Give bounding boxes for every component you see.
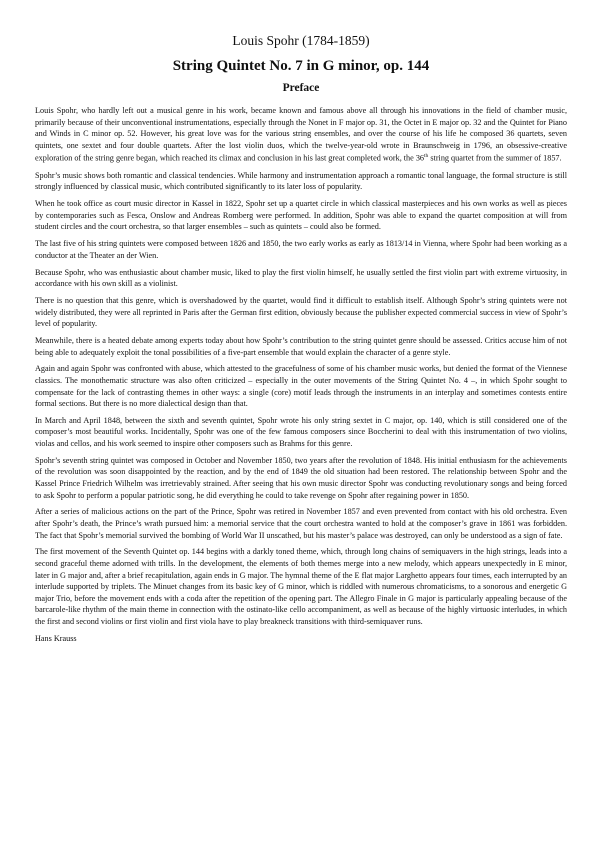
paragraph-6: There is no question that this genre, which is overshadowed by the quartet, would find it difficult to establish itself. Although Spohr’s string quintets were not widely distributed, they were all reprinted in Paris after the German first edition, obviously because the publisher expected commercial success in view of Spohr’s level of popularity. <box>35 295 567 329</box>
paragraph-10: Spohr’s seventh string quintet was composed in October and November 1850, two years after the revolution of 1848. His initial enthusiasm for the achievements of the revolution was soon disappointed by the reaction, and by the end of 1849 the old situation had been restored. The relationship between Spohr and the Kassel Prince Friedrich Wilhelm was irretrievably strained. After seeing that his own music director Spohr was conducting revolutionary songs and being forced to ask Spohr to perform a popular patriotic song, he did everything he could to take revenge on Spohr after regaining power in 1850. <box>35 455 567 500</box>
paragraph-1 <box>35 105 567 165</box>
paragraph-1-text-b: string quartet from the summer of 1857. <box>428 154 562 164</box>
paragraph-3: When he took office as court music director in Kassel in 1822, Spohr set up a quartet circle in which classical masterpieces and his own works as well as pieces by contemporaries such as Fesca, Onslow and Andreas Romberg were performed. In addition, Spohr was able to expand the quartet composition at will from student circles and the court orchestra, so that larger ensembles – such as quintets – could also be formed. <box>35 199 567 232</box>
paragraph-2: Spohr’s music shows both romantic and classical tendencies. While harmony and instrumentation approach a romantic tonal language, the formal structure is still strongly influenced by classical music, which contributed significantly to its later loss of popularity. <box>35 170 567 192</box>
preface-body <box>35 105 567 628</box>
composer-heading: Louis Spohr (1784-1859) <box>232 33 370 48</box>
paragraph-5: Because Spohr, who was enthusiastic about chamber music, liked to play the first violin himself, he usually settled the first violin part with extreme virtuosity, in accordance with his own skill as a violinist. <box>35 267 567 289</box>
section-heading: Preface <box>282 82 320 94</box>
paragraph-8: Again and again Spohr was confronted with abuse, which attested to the gracefulness of some of his chamber music works, but denied the format of the Viennese classics. The monothematic structure was also often criticized – especially in the outer movements of the String Quintet No. 4 –, in which Spohr sought to compensate for the lack of contrasting themes in other ways: a single (core) motif leads through the instruments in an interplay and sometimes contests entire formal sections. But there is no more dialectical design than that. <box>35 364 567 409</box>
paragraph-4: The last five of his string quintets were composed between 1826 and 1850, the two early works as early as 1813/14 in Vienna, where Spohr had been working as a conductor at the Theater an der Wien. <box>35 239 567 260</box>
paragraph-11: After a series of malicious actions on the part of the Prince, Spohr was retired in November 1857 and even prevented from contact with his old orchestra. Even after Spohr’s death, the Prince’s wrath pursued him: a memorial service that the court orchestra wanted to hold at the composer’s grave in 1861 was forbidden. The fact that Spohr’s memorial survived the bombing of World War II unscathed, but his master’s palace was destroyed, can only be understood as a sign of fate. <box>35 507 567 540</box>
work-title: String Quintet No. 7 in G minor, op. 144 <box>172 58 430 74</box>
paragraph-12: The first movement of the Seventh Quintet op. 144 begins with a darkly toned theme, which, through long chains of semiquavers in the high strings, leads into a second graceful theme adorned with trills. In the development, the elements of both themes merge into a new melody, which appears unexpectedly in E minor, later in G major and, after a brief recapitulation, again ends in G major. The hymnal theme of the E flat major Larghetto appears four times, each interrupted by an interlude supported by triplets. The Minuet changes from its basic key of G minor, which is riddled with numerous chromaticisms, to a sonorous and energetic G major Trio, before the movement ends with a coda after the repetition of the opening part. The Allegro Finale in G major is particularly appealing because of the barcarole-like rhythm of the main theme in connection with the ostinato-like cello accompaniment, as well as because of the highly virtuosic interludes, in which the first and second violins or first violin and first viola have to play breakneck transitions with third-semiquaver runs. <box>35 547 567 626</box>
ordinal-suffix: th <box>424 153 429 160</box>
paragraph-7: Meanwhile, there is a heated debate among experts today about how Spohr’s contribution to the string quintet genre should be assessed. Critics accuse him of not being able to adequately exploit the tonal possibilities of a five-part ensemble that would explain the character of a genre style. <box>35 335 567 357</box>
paragraph-1-text-a: Louis Spohr, who hardly left out a musical genre in his work, became known and famous above all through his innovations in the field of chamber music, primarily because of their unconventional instrumentations, especially through the Nonet in F major op. 31, the Octet in E major op. 32 and the Quintet for Piano and Winds in C minor op. 52. However, his great love was for the various string ensembles, and over the course of his life he composed 36 quartets, seven quintets, one sextet and four double quartets. After the lost violin duos, which the twelve-year-old wrote in Braunschweig in 1796, an obsessive-creative exploration of the string genre began, which reached its climax and conclusion in his last great completed work, the 36 <box>35 106 567 164</box>
author-signature: Hans Krauss <box>35 633 77 643</box>
paragraph-9: In March and April 1848, between the sixth and seventh quintet, Spohr wrote his only string sextet in C major, op. 140, which is still considered one of the composer’s most beautiful works. Incidentally, Spohr was one of the few famous composers since Boccherini to deal with this instrumentation of two violins, violas and cellos, and his work seemed to inspire other composers such as Brahms for this genre. <box>35 415 567 449</box>
